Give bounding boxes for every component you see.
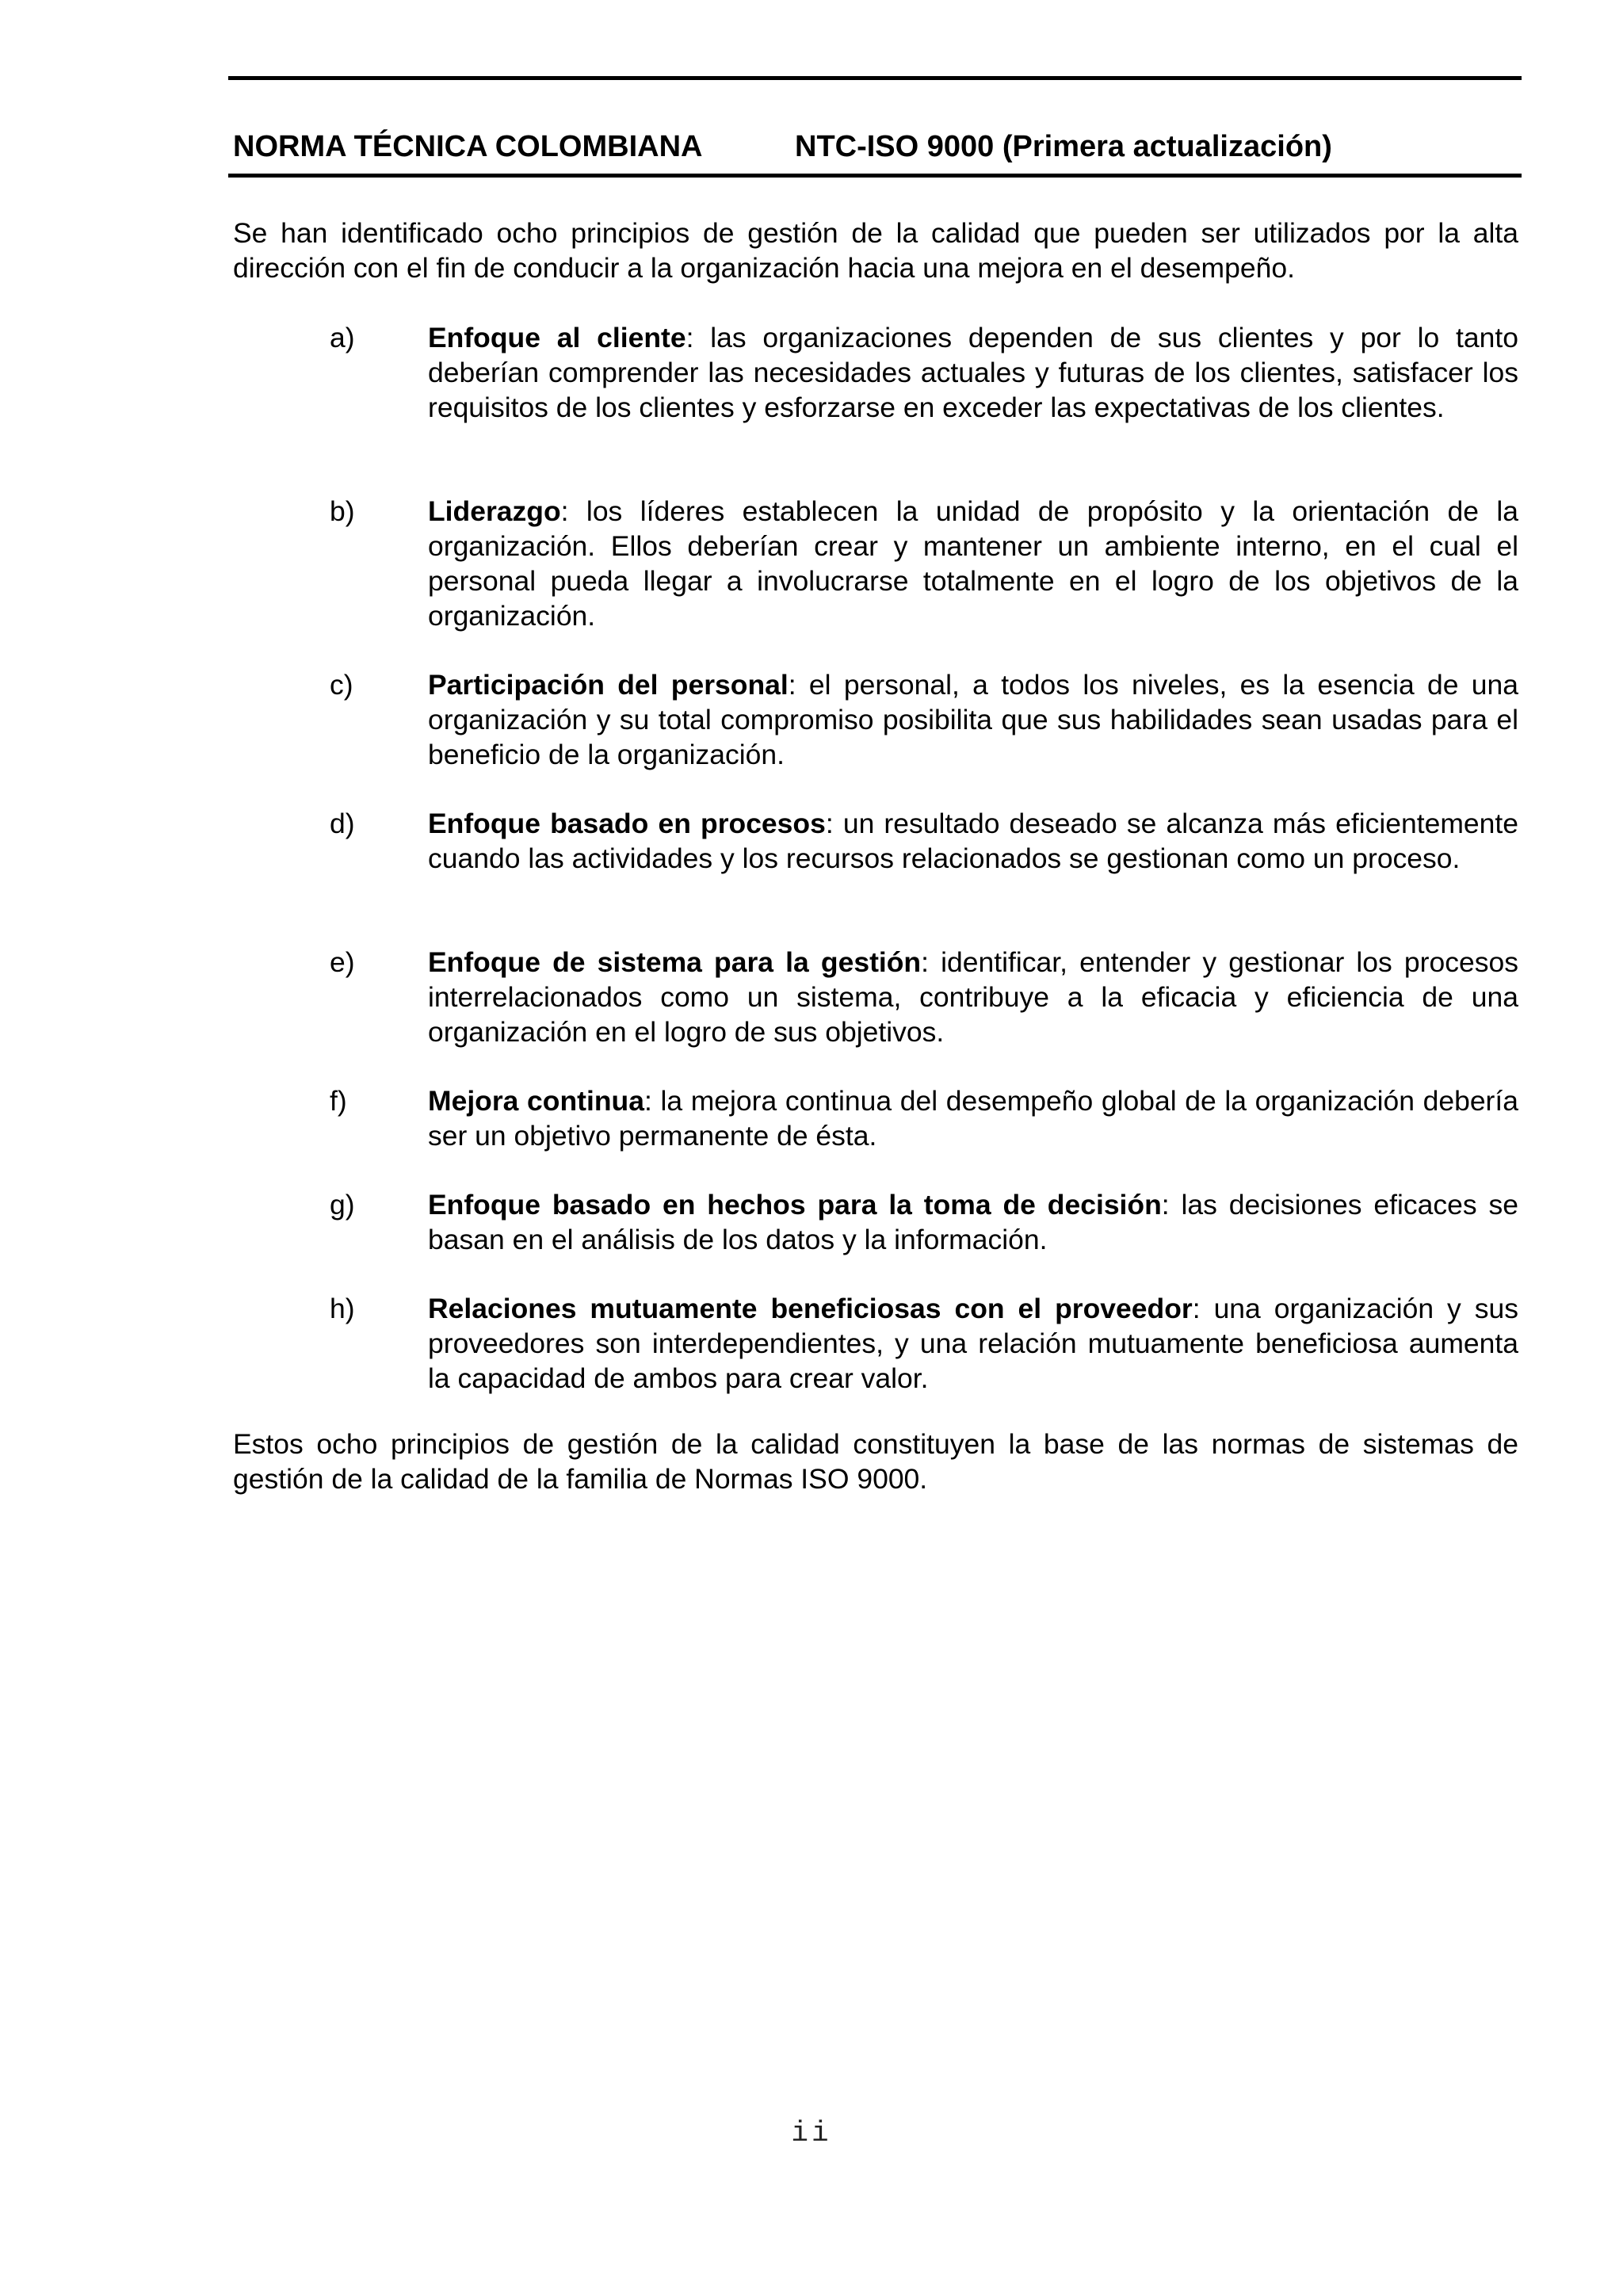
intro-paragraph: Se han identificado ocho principios de gestión de la calidad que pueden ser utilizados por la alta dirección con el fin de conducir a la organización hacia una mejora en el desempeño. [233, 217, 1518, 284]
principle-description: : la mejora continua del desempeño global de la organización debería ser un objetivo permanente de ésta. [428, 1085, 1518, 1152]
principle-title: Liderazgo [428, 495, 561, 527]
header-standard-code: NTC-ISO 9000 (Primera actualización) [795, 130, 1332, 163]
principle-title: Enfoque basado en hechos para la toma de decisión [428, 1189, 1162, 1221]
principle-text [428, 320, 1518, 425]
page-number: ii [791, 2117, 832, 2149]
principle-text [428, 1291, 1518, 1396]
principle-letter: a) [330, 322, 355, 353]
principle-title: Enfoque basado en procesos [428, 808, 826, 839]
principle-description: : las decisiones eficaces se basan en el análisis de los datos y la información. [428, 1189, 1518, 1255]
principle-title: Participación del personal [428, 669, 789, 701]
principle-description: : las organizaciones dependen de sus clientes y por lo tanto deberían comprender las necesidades actuales y futuras de los clientes, satisfacer los requisitos de los clientes y esforzarse en exceder las expectativas de los clientes. [428, 322, 1518, 423]
principle-letter: d) [330, 808, 355, 839]
principle-description: : identificar, entender y gestionar los procesos interrelacionados como un sistema, contribuye a la eficacia y eficiencia de una organización en el logro de sus objetivos. [428, 946, 1518, 1048]
principle-title: Mejora continua [428, 1085, 644, 1117]
principle-letter: g) [330, 1189, 355, 1221]
page-header [233, 127, 1522, 166]
principle-letter: h) [330, 1293, 355, 1324]
principle-letter: f) [330, 1085, 347, 1117]
header-standard-name: NORMA TÉCNICA COLOMBIANA [233, 130, 703, 163]
principle-title: Enfoque al cliente [428, 322, 686, 353]
principle-description: : una organización y sus proveedores son interdependientes, y una relación mutuamente beneficiosa aumenta la capacidad de ambos para crear valor. [428, 1293, 1518, 1394]
principle-title: Enfoque de sistema para la gestión [428, 946, 922, 978]
principle-letter: e) [330, 946, 355, 978]
principle-text [428, 1083, 1518, 1153]
principle-text [428, 494, 1518, 633]
closing-paragraph: Estos ocho principios de gestión de la calidad constituyen la base de las normas de sistemas de gestión de la calidad de la familia de Normas ISO 9000. [233, 1428, 1518, 1495]
principle-letter: b) [330, 495, 355, 527]
header-top-rule [228, 76, 1522, 80]
principle-letter: c) [330, 669, 353, 701]
principle-description: : un resultado deseado se alcanza más eficientemente cuando las actividades y los recursos relacionados se gestionan como un proceso. [428, 808, 1518, 874]
header-bottom-rule [228, 174, 1522, 178]
principle-text [428, 1187, 1518, 1257]
principle-text [428, 945, 1518, 1049]
principle-title: Relaciones mutuamente beneficiosas con el proveedor [428, 1293, 1193, 1324]
principle-text [428, 806, 1518, 876]
principle-description: : los líderes establecen la unidad de propósito y la orientación de la organización. Ellos deberían crear y mantener un ambiente interno, en el cual el personal pueda llegar a involucrarse totalmente en el logro de los objetivos de la organización. [428, 495, 1518, 632]
principle-description: : el personal, a todos los niveles, es la esencia de una organización y su total compromiso posibilita que sus habilidades sean usadas para el beneficio de la organización. [428, 669, 1518, 770]
principle-text [428, 667, 1518, 772]
